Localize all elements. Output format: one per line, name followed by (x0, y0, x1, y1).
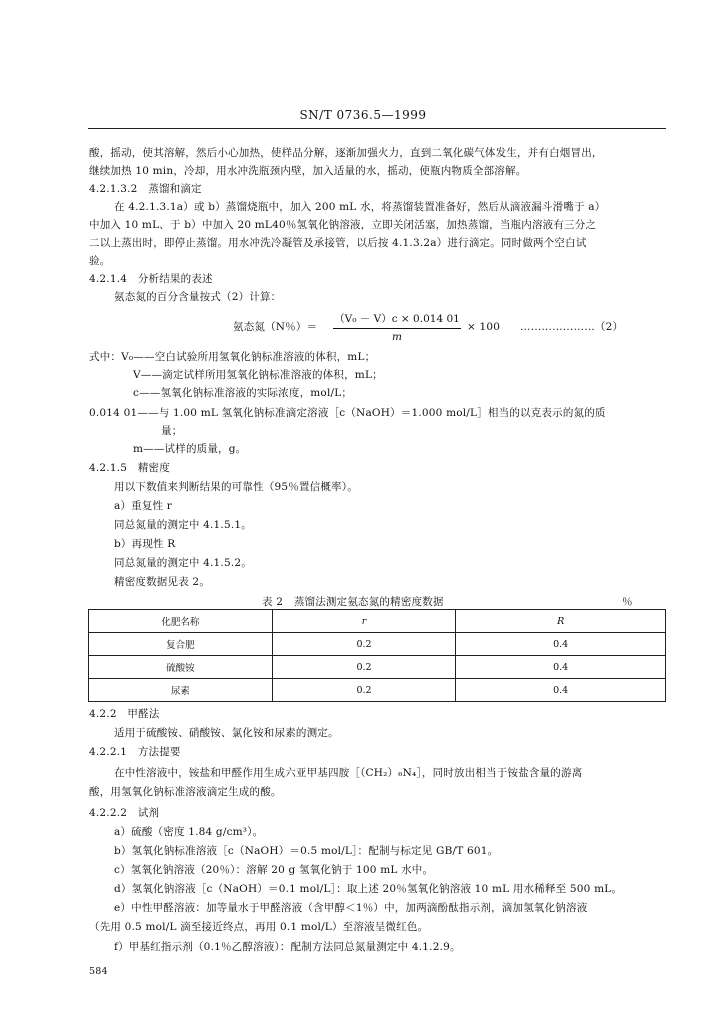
text-line: 量； (161, 425, 183, 437)
text-line: （先用 0.5 mol/L 滴至接近终点，再用 0.1 mol/L）至溶液呈微红色。 (89, 921, 429, 933)
table-header-r: r (272, 610, 456, 633)
table-header-name: 化肥名称 (89, 610, 273, 633)
text-line: 酸，用氢氧化钠标准溶液滴定生成的酸。 (89, 786, 282, 798)
table-row (89, 633, 666, 656)
page-number: 584 (89, 966, 108, 977)
text-line: a）硫酸（密度 1.84 g/cm³）。 (114, 826, 264, 838)
text-line: 式中：V₀——空白试验所用氢氧化钠标准溶液的体积，mL； (89, 351, 376, 363)
formula-fraction (333, 312, 461, 343)
text-line: f）甲基红指示剂（0.1％乙醇溶液）：配制方法同总氮量测定中 4.1.2.9。 (114, 941, 461, 953)
text-line: 0.014 01——与 1.00 mL 氢氧化钠标准滴定溶液［c（NaOH）＝1.000 mol/L］相当的以克表示的氮的质 (89, 407, 606, 419)
text-line: 4.2.2 甲醛法 (89, 708, 160, 720)
text-line: b）再现性 R (114, 538, 176, 550)
text-line: b）氢氧化钠标准溶液［c（NaOH）＝0.5 mol/L］：配制与标定见 GB/T 601。 (114, 845, 499, 857)
text-line: 4.2.1.5 精密度 (89, 462, 170, 474)
table-row (89, 679, 666, 702)
text-line: 验。 (89, 255, 111, 267)
text-line: 用以下数值来判断结果的可靠性（95％置信概率）。 (114, 481, 358, 493)
text-line: c）氢氧化钠溶液（20％）：溶解 20 g 氢氧化钠于 100 mL 水中。 (114, 864, 434, 876)
table-cell-name: 尿素 (89, 679, 273, 702)
table-caption: 表 2 蒸馏法测定氨态氮的精密度数据 (262, 596, 444, 608)
text-line: 二以上蒸出时，即停止蒸馏。用水冲洗冷凝管及承接管，以后按 4.1.3.2a）进行滴定。同时做两个空白试 (89, 237, 587, 249)
formula-numerator: （V₀ － V）c × 0.014 01 (334, 313, 460, 325)
table-cell-R: 0.4 (456, 633, 666, 656)
text-line: 适用于硫酸铵、硝酸铵、氯化铵和尿素的测定。 (114, 727, 339, 739)
formula-lhs: 氨态氮（N％）＝ (233, 321, 318, 333)
table-cell-name: 复合肥 (89, 633, 273, 656)
text-line: 在 4.2.1.3.1a）或 b）蒸馏烧瓶中，加入 200 mL 水，将蒸馏装置准备好，然后从滴液漏斗滑嘴于 a） (114, 201, 606, 213)
header-rule (88, 128, 666, 129)
table-cell-name: 硫酸铵 (89, 656, 273, 679)
text-line: 4.2.2.2 试剂 (89, 807, 160, 819)
formula-tail: × 100 (467, 321, 501, 333)
text-line: 4.2.1.4 分析结果的表述 (89, 273, 213, 285)
text-line: a）重复性 r (114, 500, 173, 512)
table-header-R: R (456, 610, 666, 633)
formula-2 (0, 312, 726, 344)
text-line: 氨态氮的百分含量按式（2）计算： (114, 291, 282, 303)
table-row (89, 656, 666, 679)
text-line: c——氢氧化钠标准溶液的实际浓度，mol/L； (133, 387, 353, 399)
text-line: e）中性甲醛溶液：加等量水于甲醛溶液（含甲醇＜1％）中，加两滴酚酞指示剂，滴加氢氧化钠溶液 (114, 902, 588, 914)
precision-table (88, 609, 666, 702)
table-cell-R: 0.4 (456, 656, 666, 679)
text-line: V——滴定试样所用氢氧化钠标准溶液的体积，mL； (133, 369, 383, 381)
table-header-row (89, 610, 666, 633)
text-line: 4.2.2.1 方法提要 (89, 746, 181, 758)
text-line: 继续加热 10 min，冷却，用水冲洗瓶颈内壁，加入适量的水，摇动，使瓶内物质全部溶解。 (89, 165, 527, 177)
text-line: 4.2.1.3.2 蒸馏和滴定 (89, 183, 202, 195)
table-cell-r: 0.2 (272, 633, 456, 656)
table-unit: ％ (622, 596, 633, 608)
formula-denominator: m (392, 331, 402, 343)
text-line: 酸，摇动，使其溶解，然后小心加热，使样品分解，逐渐加强火力，直到二氧化碳气体发生，并有白烟冒出， (89, 147, 603, 159)
text-line: 同总氮量的测定中 4.1.5.2。 (114, 557, 252, 569)
fraction-bar (333, 328, 461, 329)
table-cell-R: 0.4 (456, 679, 666, 702)
table-cell-r: 0.2 (272, 656, 456, 679)
equation-number: …………………（2） (520, 321, 624, 333)
text-line: m——试样的质量，g。 (133, 443, 247, 455)
text-line: d）氢氧化钠溶液［c（NaOH）＝0.1 mol/L］：取上述 20％氢氧化钠溶液 10 mL 用水稀释至 500 mL。 (114, 883, 623, 895)
text-line: 中加入 10 mL、于 b）中加入 20 mL40％氢氧化钠溶液，立即关闭活塞，加热蒸馏，当瓶内溶液有三分之 (89, 219, 597, 231)
text-line: 精密度数据见表 2。 (114, 576, 211, 588)
page-header: SN/T 0736.5—1999 (299, 108, 427, 122)
table-cell-r: 0.2 (272, 679, 456, 702)
text-line: 在中性溶液中，铵盐和甲醛作用生成六亚甲基四胺［（CH₂）₆N₄］，同时放出相当于铵盐含量的游离 (114, 767, 583, 779)
text-line: 同总氮量的测定中 4.1.5.1。 (114, 519, 252, 531)
